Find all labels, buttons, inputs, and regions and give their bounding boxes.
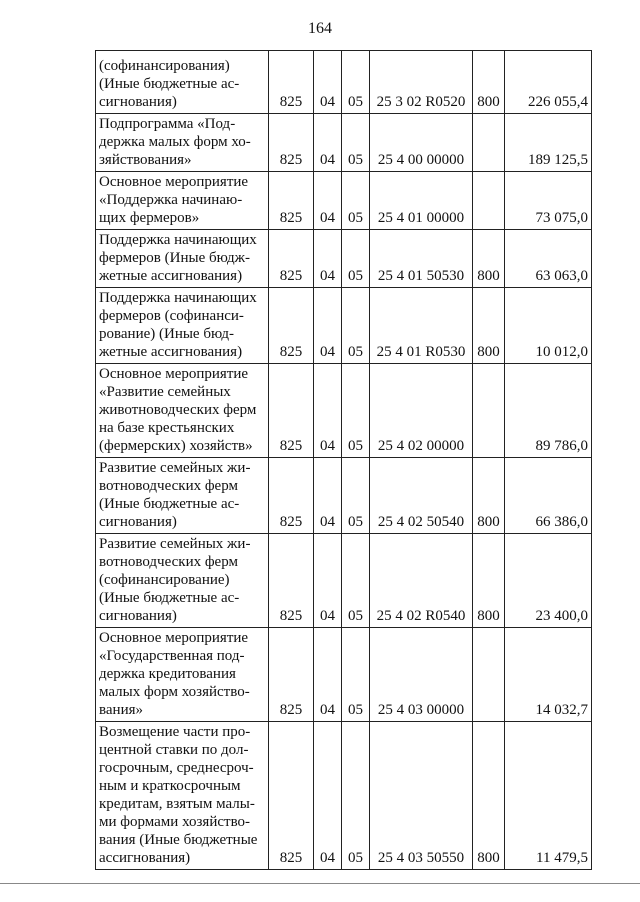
cell-target-code: 25 3 02 R0520 [370, 51, 473, 114]
cell-subsection: 05 [342, 534, 370, 628]
cell-name [96, 722, 269, 870]
cell-target-code: 25 4 03 00000 [370, 628, 473, 722]
cell-name-line: Развитие семейных жи- [99, 536, 251, 552]
cell-amount: 14 032,7 [505, 628, 592, 722]
cell-amount: 226 055,4 [505, 51, 592, 114]
cell-subsection: 05 [342, 51, 370, 114]
cell-name-line: животноводческих ферм [99, 402, 257, 418]
cell-name-line: (Иные бюджетные ас- [99, 496, 240, 512]
cell-name-line: фермеров (Иные бюдж- [99, 250, 251, 266]
table-row [96, 458, 592, 534]
cell-name-line: (фермерских) хозяйств» [99, 438, 253, 454]
cell-name-line: (софинансирования) [99, 58, 230, 74]
cell-name-line: рование) (Иные бюд- [99, 326, 235, 342]
cell-name-line: жетные ассигнования) [99, 268, 243, 284]
cell-name-line: вания (Иные бюджетные [99, 832, 258, 848]
cell-subsection: 05 [342, 628, 370, 722]
cell-name-line: центной ставки по дол- [99, 742, 249, 758]
cell-section: 04 [314, 230, 342, 288]
cell-ministry: 825 [269, 722, 314, 870]
cell-amount: 23 400,0 [505, 534, 592, 628]
cell-target-code: 25 4 02 50540 [370, 458, 473, 534]
cell-name-line: сигнования) [99, 514, 177, 530]
table-row [96, 51, 592, 114]
cell-name [96, 230, 269, 288]
footer-rule [0, 883, 640, 884]
cell-name-line: малых форм хозяйство- [99, 684, 250, 700]
cell-target-code: 25 4 02 R0540 [370, 534, 473, 628]
cell-name-line: (софинансирование) [99, 572, 230, 588]
cell-amount: 89 786,0 [505, 364, 592, 458]
cell-expense-type [473, 172, 505, 230]
cell-amount: 11 479,5 [505, 722, 592, 870]
cell-ministry: 825 [269, 458, 314, 534]
cell-subsection: 05 [342, 230, 370, 288]
table-row [96, 230, 592, 288]
cell-name-line: на базе крестьянских [99, 420, 235, 436]
cell-name-line: «Поддержка начинаю- [99, 192, 243, 208]
cell-name-line: зяйствования» [99, 152, 192, 168]
cell-expense-type: 800 [473, 51, 505, 114]
cell-expense-type: 800 [473, 458, 505, 534]
cell-target-code: 25 4 01 00000 [370, 172, 473, 230]
cell-name-line: фермеров (софинанси- [99, 308, 244, 324]
cell-expense-type: 800 [473, 722, 505, 870]
cell-name-line: Основное мероприятие [99, 630, 249, 646]
cell-name-line: держка малых форм хо- [99, 134, 251, 150]
cell-name-line: (Иные бюджетные ас- [99, 76, 240, 92]
cell-name-line: ассигнования) [99, 850, 191, 866]
cell-ministry: 825 [269, 51, 314, 114]
cell-ministry: 825 [269, 364, 314, 458]
cell-name-line: Поддержка начинающих [99, 232, 257, 248]
cell-target-code: 25 4 01 50530 [370, 230, 473, 288]
cell-name-line: ми формами хозяйство- [99, 814, 251, 830]
cell-amount: 73 075,0 [505, 172, 592, 230]
cell-section: 04 [314, 51, 342, 114]
cell-amount: 10 012,0 [505, 288, 592, 364]
cell-amount: 63 063,0 [505, 230, 592, 288]
cell-name-line: Поддержка начинающих [99, 290, 257, 306]
table-row [96, 114, 592, 172]
cell-section: 04 [314, 628, 342, 722]
cell-name-line: сигнования) [99, 94, 177, 110]
cell-subsection: 05 [342, 172, 370, 230]
cell-name [96, 114, 269, 172]
cell-name-line: (Иные бюджетные ас- [99, 590, 240, 606]
cell-expense-type: 800 [473, 230, 505, 288]
cell-ministry: 825 [269, 288, 314, 364]
cell-name-line: кредитам, взятым малы- [99, 796, 255, 812]
cell-name [96, 628, 269, 722]
cell-name-line: жетные ассигнования) [99, 344, 243, 360]
cell-expense-type [473, 114, 505, 172]
cell-name [96, 51, 269, 114]
cell-section: 04 [314, 722, 342, 870]
cell-name-line: вотноводческих ферм [99, 478, 238, 494]
cell-target-code: 25 4 00 00000 [370, 114, 473, 172]
table-row [96, 288, 592, 364]
cell-section: 04 [314, 534, 342, 628]
cell-subsection: 05 [342, 722, 370, 870]
page-number: 164 [308, 20, 332, 37]
cell-name-line: «Развитие семейных [99, 384, 231, 400]
cell-subsection: 05 [342, 288, 370, 364]
cell-ministry: 825 [269, 114, 314, 172]
cell-name-line: Возмещение части про- [99, 724, 251, 740]
cell-section: 04 [314, 172, 342, 230]
cell-ministry: 825 [269, 230, 314, 288]
cell-target-code: 25 4 02 00000 [370, 364, 473, 458]
cell-section: 04 [314, 288, 342, 364]
cell-name-line: сигнования) [99, 608, 177, 624]
cell-name [96, 172, 269, 230]
cell-expense-type: 800 [473, 288, 505, 364]
cell-subsection: 05 [342, 364, 370, 458]
cell-amount: 189 125,5 [505, 114, 592, 172]
budget-table [95, 50, 592, 870]
cell-name-line: Развитие семейных жи- [99, 460, 251, 476]
cell-name-line: щих фермеров» [99, 210, 200, 226]
cell-amount: 66 386,0 [505, 458, 592, 534]
table-row [96, 722, 592, 870]
cell-name [96, 288, 269, 364]
cell-section: 04 [314, 364, 342, 458]
cell-name-line: Подпрограмма «Под- [99, 116, 236, 132]
cell-section: 04 [314, 458, 342, 534]
cell-target-code: 25 4 01 R0530 [370, 288, 473, 364]
cell-subsection: 05 [342, 458, 370, 534]
table-row [96, 172, 592, 230]
cell-name-line: вотноводческих ферм [99, 554, 238, 570]
cell-name-line: держка кредитования [99, 666, 236, 682]
cell-name-line: вания» [99, 702, 143, 718]
cell-target-code: 25 4 03 50550 [370, 722, 473, 870]
cell-subsection: 05 [342, 114, 370, 172]
cell-name [96, 458, 269, 534]
table-row [96, 534, 592, 628]
cell-expense-type [473, 628, 505, 722]
cell-name-line: Основное мероприятие [99, 366, 249, 382]
table-row [96, 628, 592, 722]
cell-name-line: Основное мероприятие [99, 174, 249, 190]
table-row [96, 364, 592, 458]
cell-name [96, 364, 269, 458]
cell-name [96, 534, 269, 628]
cell-name-line: ным и краткосрочным [99, 778, 241, 794]
cell-expense-type [473, 364, 505, 458]
cell-expense-type: 800 [473, 534, 505, 628]
cell-name-line: госрочным, среднесроч- [99, 760, 254, 776]
cell-name-line: «Государственная под- [99, 648, 245, 664]
cell-ministry: 825 [269, 172, 314, 230]
cell-ministry: 825 [269, 534, 314, 628]
cell-ministry: 825 [269, 628, 314, 722]
table-body [96, 51, 592, 870]
cell-section: 04 [314, 114, 342, 172]
